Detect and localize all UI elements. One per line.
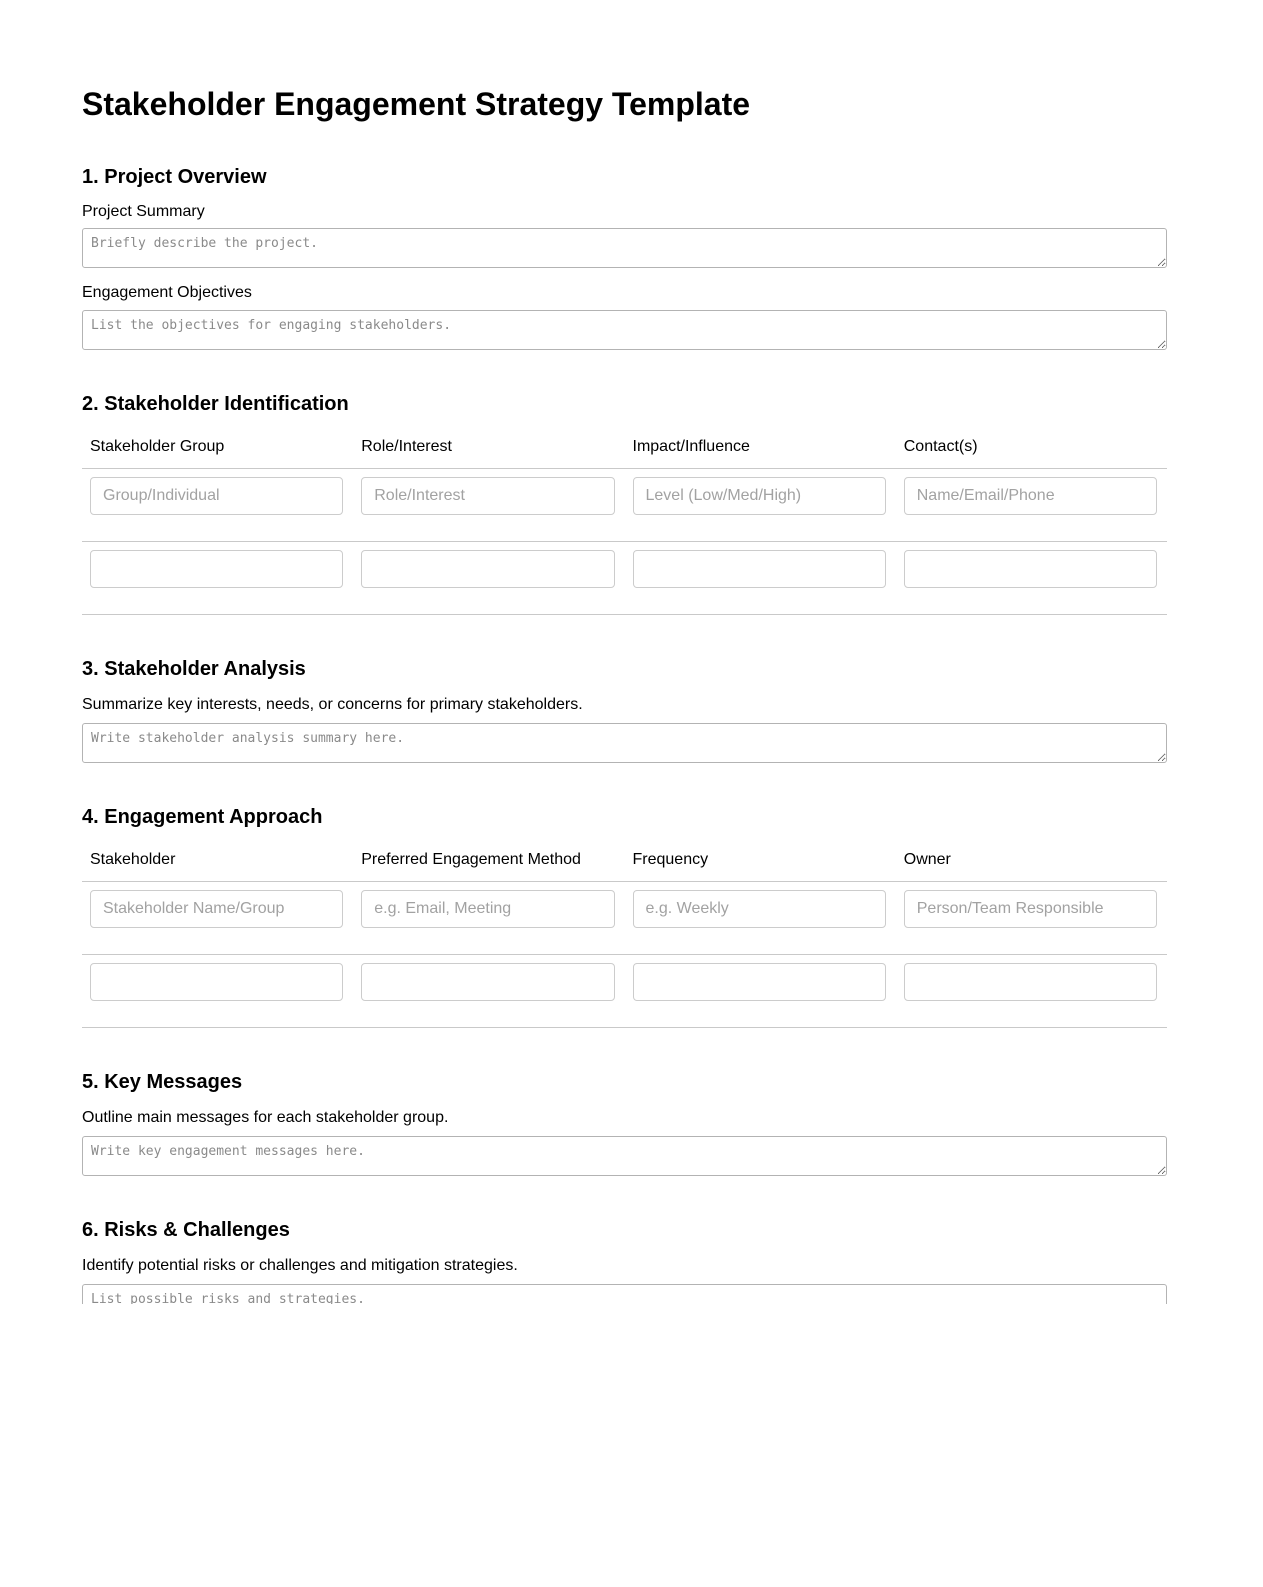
risks-challenges-description: Identify potential risks or challenges and mitigation strategies. bbox=[82, 1256, 518, 1274]
table-cell bbox=[896, 541, 1167, 614]
section-engagement-approach bbox=[82, 805, 1167, 1028]
engagement-approach-table bbox=[82, 843, 1167, 1028]
section-heading-risks-challenges: 6. Risks & Challenges bbox=[82, 1218, 290, 1241]
column-header-stakeholder: Stakeholder bbox=[82, 843, 353, 882]
section-stakeholder-analysis bbox=[82, 657, 1167, 763]
column-header-engagement-method: Preferred Engagement Method bbox=[353, 843, 624, 882]
table-cell bbox=[82, 468, 353, 541]
owner-input[interactable] bbox=[904, 890, 1157, 928]
column-header-owner: Owner bbox=[896, 843, 1167, 882]
column-header-stakeholder-group: Stakeholder Group bbox=[82, 430, 353, 469]
section-heading-engagement-approach: 4. Engagement Approach bbox=[82, 805, 323, 828]
impact-influence-input-row2[interactable] bbox=[633, 550, 886, 588]
column-header-role-interest: Role/Interest bbox=[353, 430, 624, 469]
table-cell bbox=[353, 468, 624, 541]
role-interest-input[interactable] bbox=[361, 477, 614, 515]
owner-input-row2[interactable] bbox=[904, 963, 1157, 1001]
section-heading-key-messages: 5. Key Messages bbox=[82, 1070, 243, 1093]
stakeholder-identification-table bbox=[82, 430, 1167, 615]
engagement-objectives-label: Engagement Objectives bbox=[82, 284, 252, 302]
table-cell bbox=[625, 881, 896, 954]
key-messages-textarea[interactable] bbox=[82, 1136, 1167, 1176]
stakeholder-group-input-row2[interactable] bbox=[90, 550, 343, 588]
stakeholder-input-row2[interactable] bbox=[90, 963, 343, 1001]
table-cell bbox=[82, 954, 353, 1027]
key-messages-description: Outline main messages for each stakeholder group. bbox=[82, 1108, 449, 1126]
stakeholder-input[interactable] bbox=[90, 890, 343, 928]
section-risks-challenges bbox=[82, 1218, 1167, 1304]
table-row bbox=[82, 954, 1167, 1027]
frequency-input-row2[interactable] bbox=[633, 963, 886, 1001]
role-interest-input-row2[interactable] bbox=[361, 550, 614, 588]
table-cell bbox=[353, 954, 624, 1027]
table-cell bbox=[625, 468, 896, 541]
table-header-row bbox=[82, 843, 1167, 882]
impact-influence-input[interactable] bbox=[633, 477, 886, 515]
table-header-row bbox=[82, 430, 1167, 469]
contacts-input-row2[interactable] bbox=[904, 550, 1157, 588]
stakeholder-analysis-textarea[interactable] bbox=[82, 723, 1167, 763]
project-summary-label: Project Summary bbox=[82, 202, 205, 220]
section-stakeholder-identification bbox=[82, 392, 1167, 615]
stakeholder-group-input[interactable] bbox=[90, 477, 343, 515]
table-cell bbox=[896, 468, 1167, 541]
column-header-impact-influence: Impact/Influence bbox=[625, 430, 896, 469]
page-title: Stakeholder Engagement Strategy Template bbox=[82, 86, 751, 122]
risks-challenges-textarea[interactable] bbox=[82, 1284, 1167, 1304]
table-cell bbox=[353, 881, 624, 954]
contacts-input[interactable] bbox=[904, 477, 1157, 515]
table-cell bbox=[353, 541, 624, 614]
section-project-overview bbox=[82, 165, 1167, 350]
section-heading-stakeholder-analysis: 3. Stakeholder Analysis bbox=[82, 657, 306, 680]
stakeholder-analysis-description: Summarize key interests, needs, or concerns for primary stakeholders. bbox=[82, 695, 583, 713]
engagement-method-input-row2[interactable] bbox=[361, 963, 614, 1001]
engagement-objectives-textarea[interactable] bbox=[82, 310, 1167, 350]
table-row bbox=[82, 468, 1167, 541]
column-header-frequency: Frequency bbox=[625, 843, 896, 882]
table-cell bbox=[82, 881, 353, 954]
table-cell bbox=[625, 954, 896, 1027]
table-cell bbox=[896, 954, 1167, 1027]
table-cell bbox=[625, 541, 896, 614]
table-cell bbox=[896, 881, 1167, 954]
section-key-messages bbox=[82, 1070, 1167, 1176]
project-summary-textarea[interactable] bbox=[82, 228, 1167, 268]
frequency-input[interactable] bbox=[633, 890, 886, 928]
column-header-contacts: Contact(s) bbox=[896, 430, 1167, 469]
table-cell bbox=[82, 541, 353, 614]
table-row bbox=[82, 541, 1167, 614]
section-heading-stakeholder-identification: 2. Stakeholder Identification bbox=[82, 392, 349, 415]
section-heading-project-overview: 1. Project Overview bbox=[82, 165, 267, 188]
table-row bbox=[82, 881, 1167, 954]
engagement-method-input[interactable] bbox=[361, 890, 614, 928]
